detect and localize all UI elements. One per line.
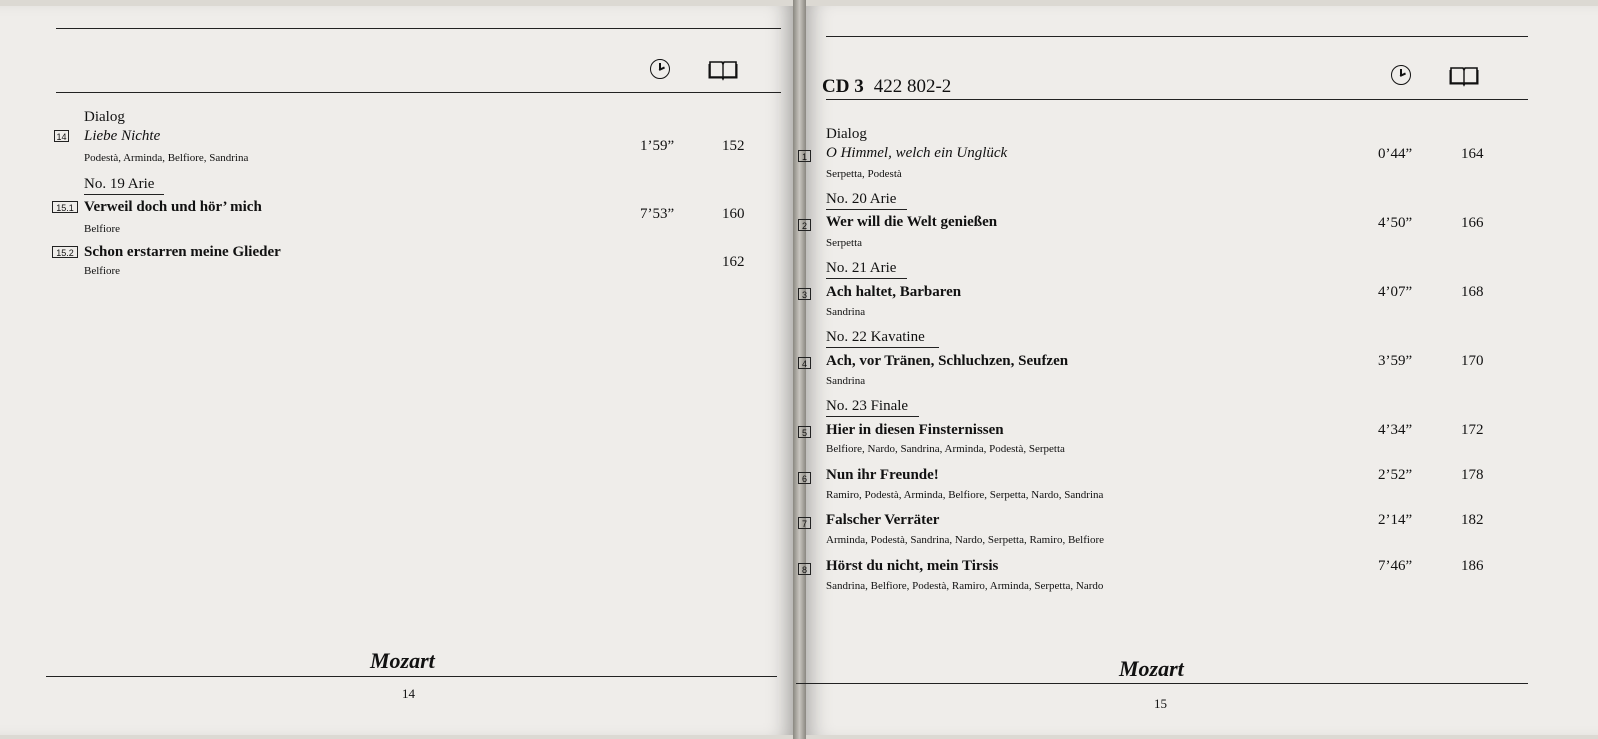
- track-number: 4: [798, 357, 811, 369]
- libretto-page: 160: [722, 206, 745, 222]
- track-performers: Serpetta, Podestà: [826, 168, 902, 180]
- dialog-label: Dialog: [84, 109, 125, 125]
- cd-header: [822, 76, 951, 98]
- track-time: 7’53”: [640, 206, 675, 222]
- track-time: 1’59”: [640, 138, 675, 154]
- libretto-page: 178: [1461, 467, 1484, 483]
- section-heading: No. 22 Kavatine: [826, 329, 939, 348]
- track-number: 6: [798, 472, 811, 484]
- left-page: [0, 6, 793, 735]
- section-heading: No. 20 Arie: [826, 191, 907, 210]
- header-icons: [1391, 64, 1479, 86]
- track-performers: Sandrina: [826, 306, 866, 318]
- top-rule: [826, 36, 1528, 37]
- track-number: 1: [798, 150, 811, 162]
- dialog-label: Dialog: [826, 126, 867, 142]
- track-title: Nun ihr Freunde!: [826, 467, 939, 483]
- track-number: 2: [798, 219, 811, 231]
- track-time: 2’52”: [1378, 467, 1413, 483]
- track-title: Schon erstarren meine Glieder: [84, 244, 281, 260]
- track-time: 0’44”: [1378, 146, 1413, 162]
- footer-rule: [46, 676, 777, 677]
- section-heading: No. 19 Arie: [84, 176, 164, 195]
- cd-label: CD 3: [822, 76, 864, 97]
- track-title: Ach, vor Tränen, Schluchzen, Seufzen: [826, 353, 1069, 369]
- track-performers: Belfiore: [84, 223, 121, 235]
- track-title: Verweil doch und hör’ mich: [84, 199, 262, 215]
- header-rule: [826, 99, 1528, 100]
- libretto-page: 166: [1461, 215, 1484, 231]
- libretto-page: 152: [722, 138, 745, 154]
- track-number: 5: [798, 426, 811, 438]
- track-time: 4’50”: [1378, 215, 1413, 231]
- track-performers: Belfiore, Nardo, Sandrina, Arminda, Podestà, Serpetta: [826, 443, 1065, 455]
- track-time: 4’07”: [1378, 284, 1413, 300]
- track-title: Falscher Verräter: [826, 512, 940, 528]
- track-time: 4’34”: [1378, 422, 1413, 438]
- track-performers: Podestà, Arminda, Belfiore, Sandrina: [84, 152, 249, 164]
- book-icon: [1449, 64, 1479, 86]
- track-number: 15.2: [52, 246, 78, 258]
- libretto-page: 186: [1461, 558, 1484, 574]
- section-heading: No. 21 Arie: [826, 260, 907, 279]
- track-title: Hörst du nicht, mein Tirsis: [826, 558, 999, 574]
- libretto-page: 182: [1461, 512, 1484, 528]
- mozart-signature: Mozart: [370, 648, 435, 673]
- catalog-number: 422 802-2: [873, 76, 952, 97]
- mozart-signature: Mozart: [1119, 656, 1184, 681]
- book-icon: [708, 58, 738, 80]
- page-number: 14: [402, 686, 415, 701]
- libretto-page: 162: [722, 254, 745, 270]
- track-title: Liebe Nichte: [84, 128, 161, 144]
- track-title: Wer will die Welt genießen: [826, 214, 998, 230]
- track-number: 14: [54, 130, 69, 142]
- track-time: 3’59”: [1378, 353, 1413, 369]
- track-time: 2’14”: [1378, 512, 1413, 528]
- section-heading: No. 23 Finale: [826, 398, 919, 417]
- libretto-page: 164: [1461, 146, 1484, 162]
- footer-rule: [796, 683, 1528, 684]
- track-number: 7: [798, 517, 811, 529]
- track-performers: Arminda, Podestà, Sandrina, Nardo, Serpetta, Ramiro, Belfiore: [826, 534, 1104, 546]
- libretto-page: 170: [1461, 353, 1484, 369]
- track-performers: Serpetta: [826, 237, 863, 249]
- clock-icon: [1391, 65, 1411, 85]
- track-title: O Himmel, welch ein Unglück: [826, 145, 1008, 161]
- track-title: Hier in diesen Finsternissen: [826, 422, 1004, 438]
- track-number: 15.1: [52, 201, 78, 213]
- track-performers: Sandrina: [826, 375, 866, 387]
- track-number: 3: [798, 288, 811, 300]
- track-number: 8: [798, 563, 811, 575]
- track-time: 7’46”: [1378, 558, 1413, 574]
- track-performers: Belfiore: [84, 265, 121, 277]
- track-performers: Sandrina, Belfiore, Podestà, Ramiro, Arminda, Serpetta, Nardo: [826, 580, 1104, 592]
- right-page: [801, 6, 1598, 735]
- top-rule: [56, 28, 781, 29]
- page-number: 15: [1154, 696, 1167, 711]
- track-performers: Ramiro, Podestà, Arminda, Belfiore, Serpetta, Nardo, Sandrina: [826, 489, 1104, 501]
- track-title: Ach haltet, Barbaren: [826, 284, 962, 300]
- clock-icon: [650, 59, 670, 79]
- header-icons: [650, 58, 738, 80]
- header-rule: [56, 92, 781, 93]
- libretto-page: 168: [1461, 284, 1484, 300]
- libretto-page: 172: [1461, 422, 1484, 438]
